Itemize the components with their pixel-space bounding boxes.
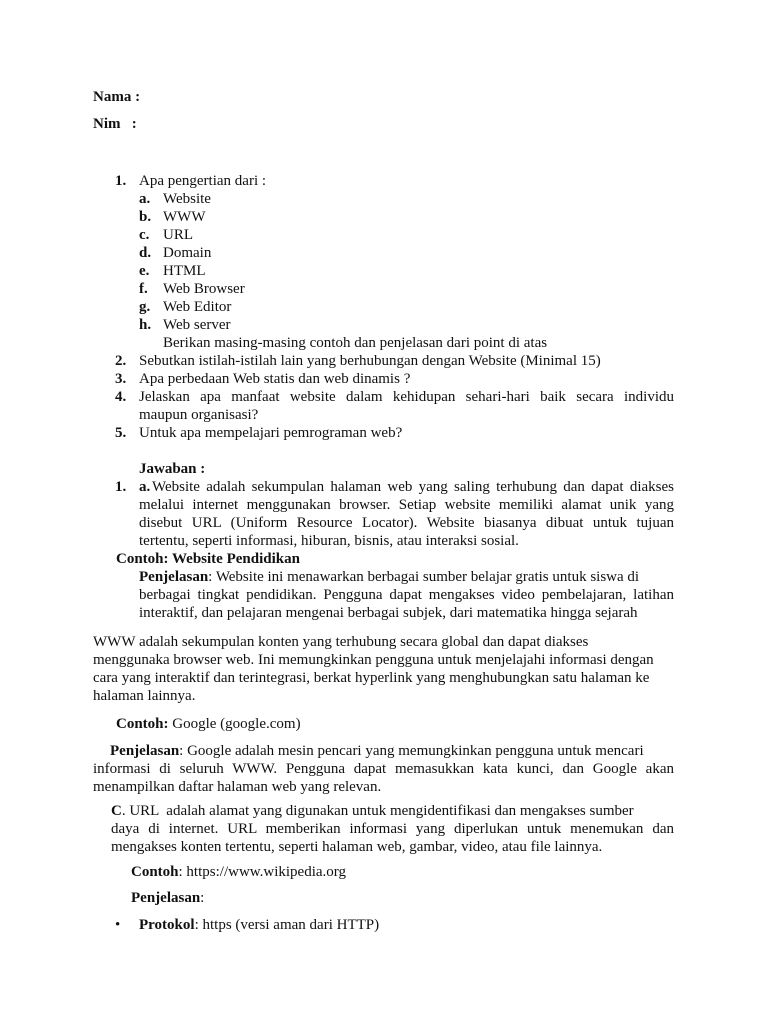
url-paragraph-line-1: C. URL adalah alamat yang digunakan untuk mengidentifikasi dan mengakses sumber bbox=[111, 803, 634, 819]
website-explanation-line-2: berbagai tingkat pendidikan. Pengguna dapat mengakses video pembelajaran, latihan bbox=[139, 587, 674, 603]
answers-heading: Jawaban : bbox=[139, 461, 206, 477]
website-explanation-line-3: interaktif, dan pelajaran mengenai berbagai subjek, dari matematika hingga sejarah bbox=[139, 605, 638, 621]
question-4: 4. bbox=[115, 389, 127, 405]
sub-item-url: c. URL bbox=[139, 227, 193, 243]
question-3: 3. Apa perbedaan Web statis dan web dinamis ? bbox=[115, 371, 411, 387]
answer-website-line-4: tertentu, seperti informasi, hiburan, bisnis, atau interaksi sosial. bbox=[139, 533, 519, 549]
www-paragraph-line-2: menggunaka browser web. Ini memungkinkan pengguna untuk menjelajahi informasi dengan bbox=[93, 652, 654, 668]
answer-website-line-1: Website adalah sekumpulan halaman web yang saling terhubung dan dapat diakses bbox=[152, 479, 674, 495]
www-paragraph-line-4: halaman lainnya. bbox=[93, 688, 196, 704]
answer-1-number: 1. a. bbox=[115, 479, 151, 495]
answer-website-line-3: disebut URL (Uniform Resource Locator). Website biasanya dibuat untuk tujuan bbox=[139, 515, 674, 531]
www-explanation-line-1: Penjelasan: Google adalah mesin pencari yang memungkinkan pengguna untuk mencari bbox=[110, 743, 644, 759]
url-explanation: Penjelasan: bbox=[131, 890, 205, 906]
bullet-protokol: • Protokol: https (versi aman dari HTTP) bbox=[115, 917, 380, 933]
question-4-line-2: maupun organisasi? bbox=[139, 407, 259, 423]
url-paragraph-line-2: daya di internet. URL memberikan informasi yang diperlukan untuk menemukan dan bbox=[111, 821, 674, 837]
question-1: 1. Apa pengertian dari : bbox=[115, 173, 267, 189]
website-example: Contoh: Website Pendidikan bbox=[116, 551, 300, 567]
sub-item-www: b. WWW bbox=[139, 209, 206, 225]
www-example: Contoh: Google (google.com) bbox=[116, 716, 301, 732]
name-label: Nama : bbox=[93, 89, 141, 105]
url-paragraph-line-3: mengakses konten tertentu, seperti halaman web, gambar, video, atau file lainnya. bbox=[111, 839, 603, 855]
website-explanation-line-1: Penjelasan: Website ini menawarkan berbagai sumber belajar gratis untuk siswa di bbox=[139, 569, 640, 585]
sub-item-domain: d. Domain bbox=[139, 245, 212, 261]
sub-item-website: a. Website bbox=[139, 191, 211, 207]
question-1-note: Berikan masing-masing contoh dan penjelasan dari point di atas bbox=[163, 335, 548, 351]
url-example: Contoh: https://www.wikipedia.org bbox=[131, 864, 347, 880]
sub-item-web-editor: g. Web Editor bbox=[139, 299, 232, 315]
answer-website-line-2: melalui internet menggunakan browser. Setiap website memiliki alamat unik yang bbox=[139, 497, 674, 513]
bullet-icon: • bbox=[115, 917, 121, 933]
www-paragraph-line-1: WWW adalah sekumpulan konten yang terhubung secara global dan dapat diakses bbox=[93, 634, 589, 650]
question-4-line-1: Jelaskan apa manfaat website dalam kehidupan sehari-hari baik secara individu bbox=[139, 389, 674, 405]
www-explanation-line-3: menampilkan daftar halaman web yang relevan. bbox=[93, 779, 382, 795]
sub-item-web-browser: f. Web Browser bbox=[139, 281, 245, 297]
sub-item-web-server: h. Web server bbox=[139, 317, 231, 333]
www-paragraph-line-3: cara yang interaktif dan terintegrasi, berkat hyperlink yang menghubungkan satu halaman ke bbox=[93, 670, 650, 686]
sub-item-html: e. HTML bbox=[139, 263, 206, 279]
question-2: 2. Sebutkan istilah-istilah lain yang berhubungan dengan Website (Minimal 15) bbox=[115, 353, 601, 369]
www-explanation-line-2: informasi di seluruh WWW. Pengguna dapat memasukkan kata kunci, dan Google akan bbox=[93, 761, 674, 777]
question-5: 5. Untuk apa mempelajari pemrograman web? bbox=[115, 425, 403, 441]
nim-label: Nim : bbox=[93, 116, 137, 132]
